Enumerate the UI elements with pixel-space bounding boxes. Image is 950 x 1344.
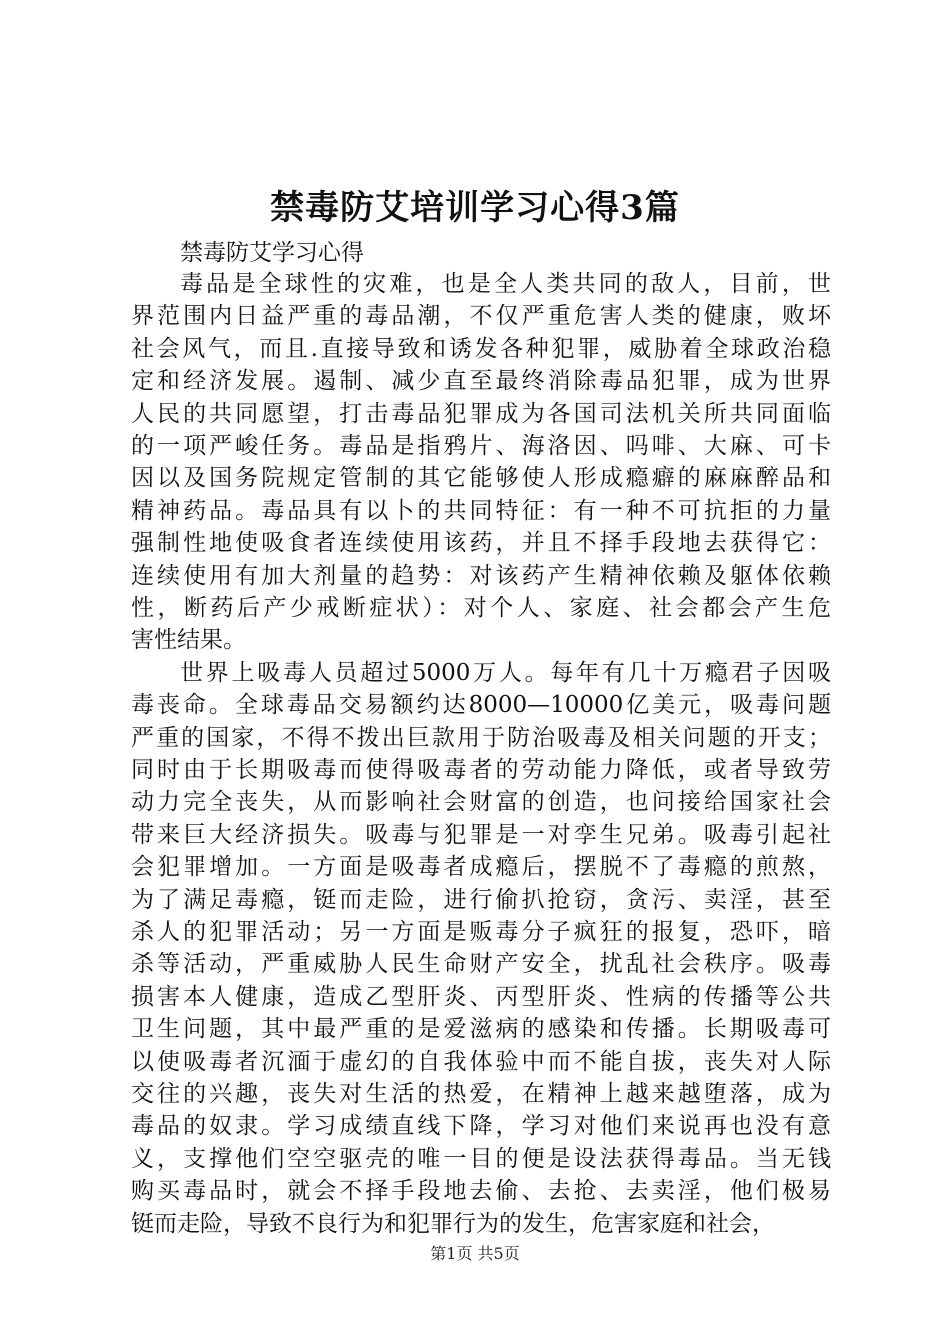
paragraph-2-line: 会犯罪增加。一方面是吸毒者成瘾后，摆脱不了毒瘾的煎熬， (131, 854, 831, 881)
paragraph-2-line: 世界上吸毒人员超过5000万人。每年有几十万瘾君子因吸 (180, 659, 831, 686)
paragraph-2-line: 以使吸毒者沉湎于虚幻的自我体验中而不能自拔，丧失对人际 (131, 1048, 831, 1075)
paragraph-2-line: 购买毒品时，就会不择手段地去偷、去抢、去卖淫，他们极易 (131, 1178, 831, 1205)
paragraph-1-line: 的一项严峻任务。毒品是指鸦片、海洛因、吗啡、大麻、可卡 (131, 433, 831, 459)
paragraph-2-line: 带来巨大经济损失。吸毒与犯罪是一对孪生兄弟。吸毒引起社 (131, 821, 831, 848)
paragraph-1-line: 社会风气，而且.直接导致和诱发各种犯罪，威胁着全球政治稳 (131, 335, 831, 362)
paragraph-1-line: 定和经济发展。遏制、减少直至最终消除毒品犯罪，成为世界 (131, 368, 831, 395)
paragraph-2-line: 毒品的奴隶。学习成绩直线下降，学习对他们来说再也没有意 (131, 1113, 831, 1140)
paragraph-1-line: 界范围内日益严重的毒品潮，不仅严重危害人类的健康，败坏 (131, 303, 831, 330)
paragraph-2-line: 杀等活动，严重威胁人民生命财产安全，扰乱社会秩序。吸毒 (131, 951, 831, 978)
paragraph-1-line: 强制性地使吸食者连续使用该药，并且不择手段地去获得它： (131, 530, 831, 557)
document-title: 禁毒防艾培训学习心得3篇 (270, 188, 680, 228)
paragraph-1-line: 害性结果。 (131, 627, 246, 654)
paragraph-1-line: 连续使用有加大剂量的趋势：对该药产生精神依赖及躯体依赖 (131, 562, 831, 589)
paragraph-2-line: 严重的国家，不得不拨出巨款用于防治吸毒及相关问题的开支； (131, 724, 831, 751)
document-subtitle: 禁毒防艾学习心得 (180, 240, 364, 266)
paragraph-2-line: 杀人的犯罪活动；另一方面是贩毒分子疯狂的报复，恐吓，暗 (131, 919, 831, 945)
paragraph-2-line: 义，支撑他们空空驱壳的唯一目的便是设法获得毒品。当无钱 (131, 1145, 831, 1172)
paragraph-2-line: 交往的兴趣，丧失对生活的热爱，在精神上越来越堕落，成为 (131, 1081, 831, 1107)
paragraph-2-line: 毒丧命。全球毒品交易额约达8000—10000亿美元，吸毒问题 (131, 692, 831, 719)
page-footer: 第1页 共5页 (430, 1244, 520, 1263)
paragraph-1-line: 毒品是全球性的灾难，也是全人类共同的敌人，目前，世 (180, 271, 831, 297)
paragraph-2-line: 为了满足毒瘾，铤而走险，进行偷扒抢窃，贪污、卖淫，甚至 (131, 886, 831, 913)
paragraph-2-line: 动力完全丧失，从而影响社会财富的创造，也问接给国家社会 (131, 789, 831, 816)
paragraph-1-line: 人民的共同愿望，打击毒品犯罪成为各国司法机关所共同面临 (131, 400, 831, 427)
paragraph-2-line: 同时由于长期吸毒而使得吸毒者的劳动能力降低，或者导致劳 (131, 757, 831, 783)
paragraph-1-line: 精神药品。毒品具有以卜的共同特征：有一种不可抗拒的力量 (131, 497, 831, 524)
paragraph-2-line: 铤而走险，导致不良行为和犯罪行为的发生，危害家庭和社会， (131, 1210, 775, 1237)
paragraph-1-line: 性，断药后产少戒断症状）：对个人、家庭、社会都会产生危 (131, 595, 831, 621)
paragraph-1-line: 因以及国务院规定管制的其它能够使人形成瘾癖的麻麻醉品和 (131, 465, 831, 492)
paragraph-2-line: 损害本人健康，造成乙型肝炎、丙型肝炎、性病的传播等公共 (131, 983, 831, 1010)
paragraph-2-line: 卫生问题，其中最严重的是爱滋病的感染和传播。长期吸毒可 (131, 1016, 831, 1043)
